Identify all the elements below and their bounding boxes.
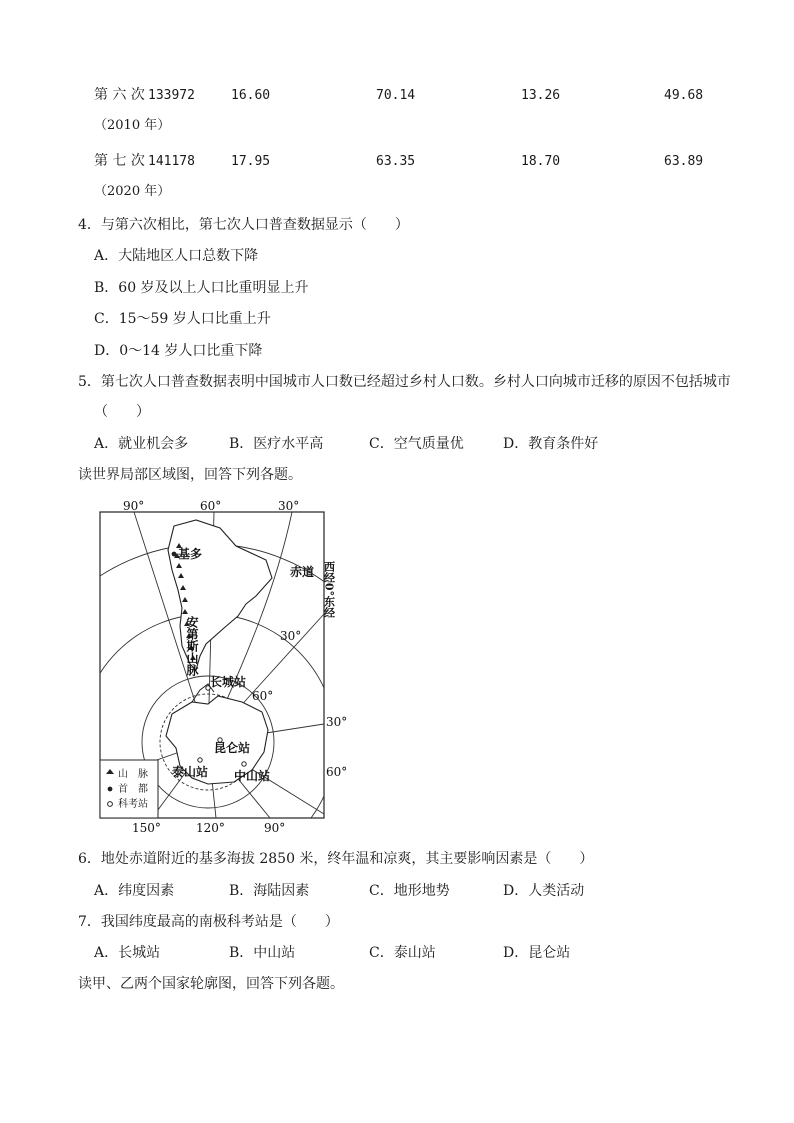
- map-top-label: 60°: [200, 499, 222, 513]
- question-5-option-c[interactable]: C．空气质量优: [369, 436, 464, 452]
- question-5-stem: 5．第七次人口普查数据表明中国城市人口数已经超过乡村人口数。乡村人口向城市迁移的原因不包括城市: [78, 374, 731, 390]
- changcheng-station-label: 长城站: [210, 675, 247, 689]
- quito-label: 基多: [178, 547, 203, 561]
- map-intro: 读世界局部区域图，回答下列各题。: [78, 467, 302, 483]
- row-value: 13.26: [521, 88, 561, 103]
- question-4-option-b[interactable]: B．60 岁及以上人口比重明显上升: [94, 280, 309, 296]
- latitude-30-label: 30°: [280, 629, 302, 643]
- question-4-stem: 4．与第六次相比，第七次人口普查数据显示（ ）: [78, 217, 409, 233]
- taishan-station-label: 泰山站: [172, 765, 209, 779]
- question-4-option-a[interactable]: A．大陆地区人口总数下降: [94, 248, 259, 264]
- next-section-intro: 读甲、乙两个国家轮廓图，回答下列各题。: [78, 976, 344, 992]
- question-7-option-b[interactable]: B．中山站: [229, 945, 296, 961]
- map-top-label: 30°: [278, 499, 300, 513]
- question-6-option-b[interactable]: B．海陆因素: [229, 883, 310, 899]
- row-value: 63.35: [376, 154, 416, 169]
- map-right-label: 60°: [326, 765, 348, 779]
- legend-mountain-label: 山 脉: [118, 769, 148, 780]
- question-6-option-a[interactable]: A．纬度因素: [94, 883, 175, 899]
- row-year: （2010 年）: [94, 118, 171, 133]
- latitude-60-label: 60°: [252, 689, 274, 703]
- row-value: 63.89: [664, 154, 704, 169]
- map-bottom-label: 150°: [132, 821, 161, 835]
- row-value: 17.95: [231, 154, 271, 169]
- question-6-option-d[interactable]: D．人类活动: [503, 883, 585, 899]
- map-svg: [96, 498, 348, 835]
- zhongshan-station-label: 中山站: [234, 769, 271, 783]
- legend-capital-label: 首 都: [118, 784, 148, 795]
- equator-label: 赤道: [290, 565, 315, 579]
- row-total: 133972: [148, 88, 195, 103]
- legend-station-label: 科考站: [118, 799, 148, 810]
- question-7-stem: 7．我国纬度最高的南极科考站是（ ）: [78, 914, 339, 930]
- row-label: 第 六 次: [94, 87, 145, 103]
- map-right-label: 30°: [326, 715, 348, 729]
- question-5-option-a[interactable]: A．就业机会多: [94, 436, 189, 452]
- question-7-option-c[interactable]: C．泰山站: [369, 945, 436, 961]
- andes-label: 安第斯山脉: [185, 616, 199, 676]
- kunlun-station-label: 昆仑站: [214, 741, 251, 755]
- station-legend-icon: [108, 802, 113, 807]
- prime-meridian-label: 西经0°东经: [322, 560, 336, 618]
- question-4-option-c[interactable]: C．15～59 岁人口比重上升: [94, 311, 271, 327]
- question-7-option-d[interactable]: D．昆仑站: [503, 945, 571, 961]
- row-value: 49.68: [664, 88, 704, 103]
- question-5-option-d[interactable]: D．教育条件好: [503, 436, 599, 452]
- quito-marker: [172, 552, 177, 557]
- question-7-option-a[interactable]: A．长城站: [94, 945, 161, 961]
- row-year: （2020 年）: [94, 184, 171, 199]
- row-value: 16.60: [231, 88, 271, 103]
- question-5-stem-bracket: （ ）: [94, 404, 150, 420]
- question-6-option-c[interactable]: C．地形地势: [369, 883, 450, 899]
- row-total: 141178: [148, 154, 195, 169]
- row-label: 第 七 次: [94, 153, 145, 169]
- row-value: 70.14: [376, 88, 416, 103]
- world-region-map: [96, 498, 348, 835]
- map-bottom-label: 90°: [264, 821, 286, 835]
- question-4-option-d[interactable]: D．0～14 岁人口比重下降: [94, 343, 263, 359]
- capital-legend-icon: [108, 787, 113, 792]
- question-5-option-b[interactable]: B．医疗水平高: [229, 436, 324, 452]
- map-bottom-label: 120°: [196, 821, 225, 835]
- question-6-stem: 6．地处赤道附近的基多海拔 2850 米，终年温和凉爽，其主要影响因素是（ ）: [78, 851, 594, 867]
- map-top-label: 90°: [123, 499, 145, 513]
- row-value: 18.70: [521, 154, 561, 169]
